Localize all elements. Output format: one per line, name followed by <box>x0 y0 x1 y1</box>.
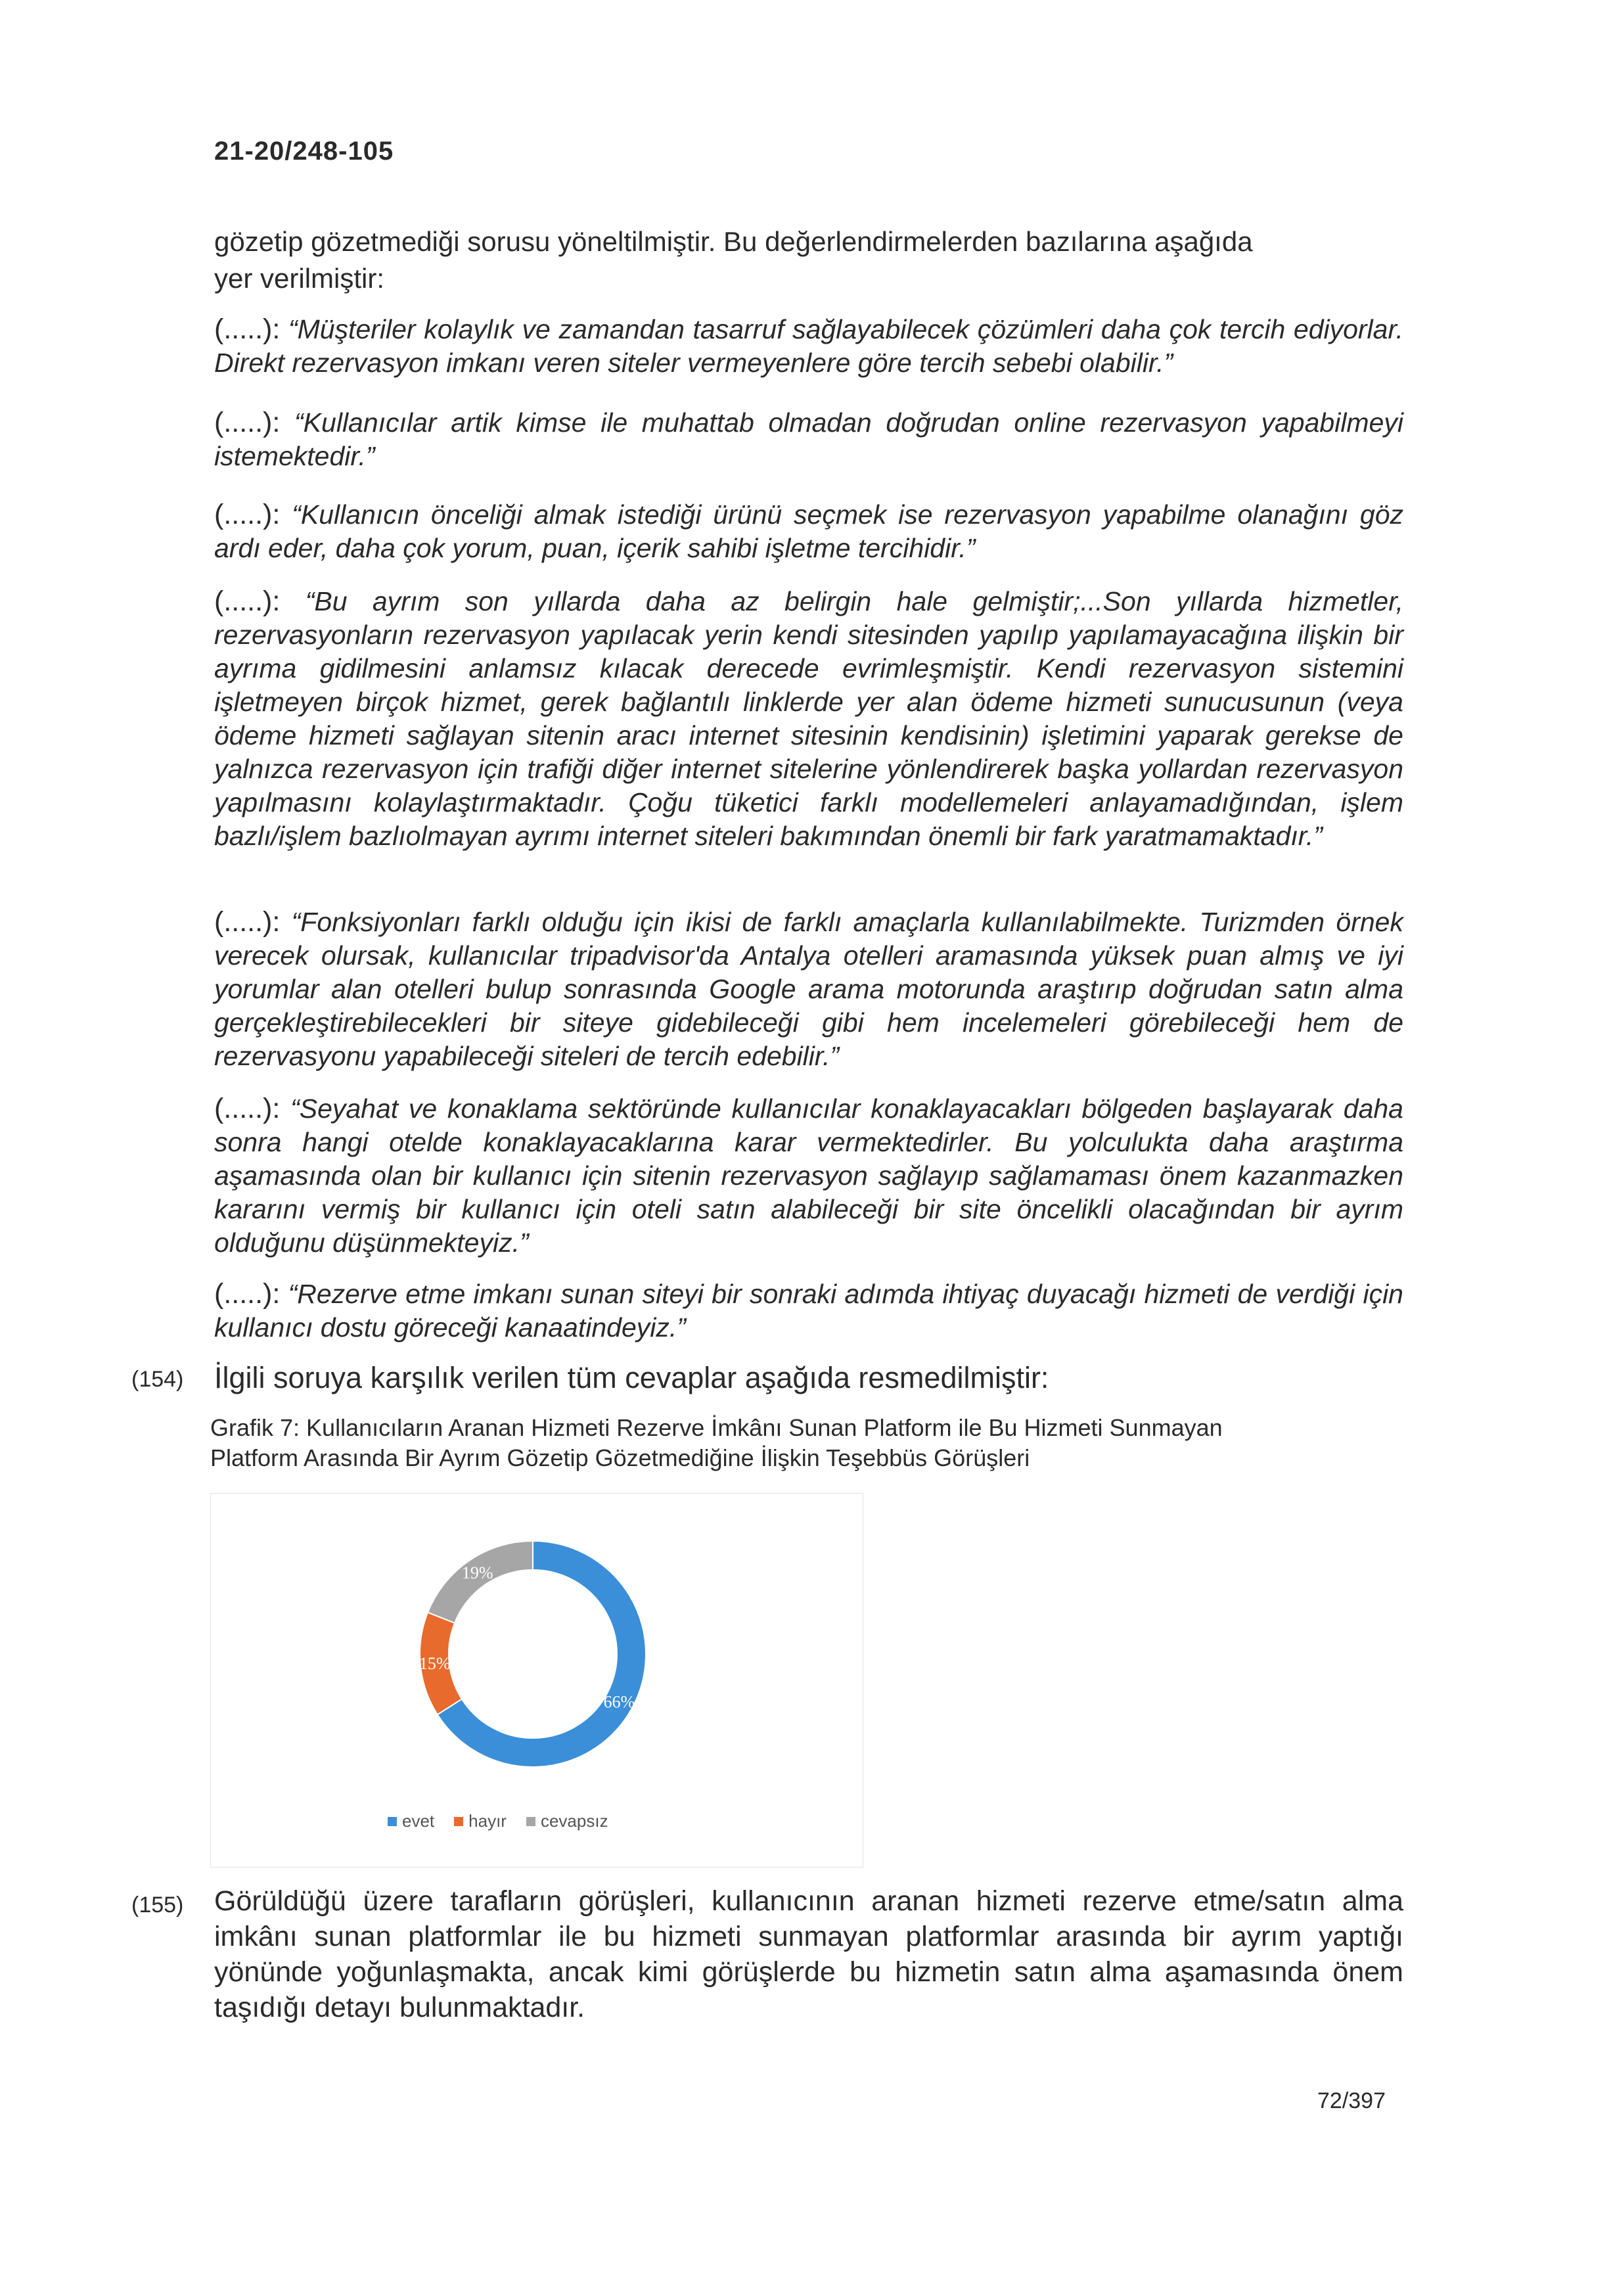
quote-7 <box>214 1277 1403 1344</box>
paragraph-154: İlgili soruya karşılık verilen tüm cevaplar aşağıda resmedilmiştir: <box>214 1361 1049 1394</box>
paragraph-155: Görüldüğü üzere tarafların görüşleri, kullanıcının aranan hizmeti rezerve etme/satın alma imkânı sunan platformlar ile bu hizmeti sunmayan platformlar arasında bir ayrım yaptığı yönünde yoğunlaşmakta, ancak kimi görüşlerde bu hizmetin satın alma aşamasında önem taşıdığı detayı bulunmaktadır. <box>214 1885 1403 2023</box>
quote-tag: (.....): <box>214 585 281 617</box>
quote-6 <box>214 1092 1403 1260</box>
quote-tag: (.....): <box>214 1093 281 1124</box>
paragraph-number-154: (154) <box>131 1367 184 1392</box>
document-number: 21-20/248-105 <box>214 137 394 166</box>
legend-swatch-cevapsiz <box>526 1817 535 1826</box>
legend-item-cevapsiz <box>526 1811 608 1831</box>
chart-legend <box>388 1811 608 1831</box>
quote-3 <box>214 498 1403 565</box>
donut-label-evet: 66% <box>603 1692 635 1712</box>
quote-text: “Müşteriler kolaylık ve zamandan tasarruf sağlayabilecek çözümleri daha çok tercih ediyorlar. Direkt rezervasyon imkanı veren siteler vermeyenlere göre tercih sebebi olabilir.” <box>214 314 1403 378</box>
intro-line-1: gözetip gözetmediği sorusu yöneltilmiştir. Bu değerlendirmelerden bazılarına aşağıda <box>214 226 1253 257</box>
legend-swatch-evet <box>388 1817 397 1826</box>
legend-label: cevapsız <box>540 1811 608 1831</box>
legend-item-evet <box>388 1811 434 1831</box>
paragraph-number-155: (155) <box>131 1893 184 1917</box>
quote-text: “Seyahat ve konaklama sektöründe kullanıcılar konaklayacakları bölgeden başlayarak daha sonra hangi otelde konaklayacaklarına karar vermektedirler. Bu yolculukta daha araştırma aşamasında olan bir kullanıcı için sitenin rezervasyon sağlayıp sağlamaması önem kazanmazken kararını vermiş bir kullanıcı için oteli satın alabileceği bir site öncelikli olacağından bir ayrım olduğunu düşünmekteyiz.” <box>214 1093 1403 1258</box>
quote-text: “Kullanıcılar artik kimse ile muhattab olmadan doğrudan online rezervasyon yapabilmeyi istemektedir.” <box>214 407 1403 471</box>
quote-text: “Fonksiyonları farklı olduğu için ikisi de farklı amaçlarla kullanılabilmekte. Turizmden örnek verecek olursak, kullanıcılar tripadvisor'da Antalya otelleri aramasında yüksek puan almış ve iyi yorumlar alan otelleri bulup sonrasında Google arama motorunda araştırıp doğrudan satın alma gerçekleştirebilecekleri bir siteye gidebileceği gibi hem incelemeleri görebileceği hem de rezervasyonu yapabileceği siteleri de tercih edebilir.” <box>214 907 1403 1071</box>
donut-label-cevapsız: 19% <box>461 1563 493 1582</box>
legend-label: hayır <box>468 1811 507 1831</box>
caption-line-1: Grafik 7: Kullanıcıların Aranan Hizmeti Rezerve İmkânı Sunan Platform ile Bu Hizmeti Sunmayan <box>210 1414 1223 1441</box>
quote-tag: (.....): <box>214 1278 281 1310</box>
legend-swatch-hayir <box>454 1817 463 1826</box>
quote-tag: (.....): <box>214 906 281 938</box>
quote-text: “Bu ayrım son yıllarda daha az belirgin hale gelmiştir;...Son yıllarda hizmetler, rezervasyonların rezervasyon yapılacak yerin kendi sitesinden yapılıp yapılamayacağına ilişkin bir ayrıma gidilmesini anlamsız kılacak derecede evrimleşmiştir. Kendi rezervasyon sistemini işletmeyen birçok hizmet, gerek bağlantılı linklerde yer alan ödeme hizmeti sunucusunun (veya ödeme hizmeti sağlayan sitenin aracı internet sitesinin kendisinin) işletimini yaparak gerekse de yalnızca rezervasyon için trafiği diğer internet sitelerine yönlendirerek başka yollardan rezervasyon yapılmasını kolaylaştırmaktadır. Çoğu tüketici farklı modellemeleri anlayamadığından, işlem bazlı/işlem bazlıolmayan ayrımı internet siteleri bakımından önemli bir fark yaratmamaktadır.” <box>214 586 1403 851</box>
chart-caption <box>210 1413 1399 1473</box>
quote-5 <box>214 906 1403 1073</box>
quote-text: “Rezerve etme imkanı sunan siteyi bir sonraki adımda ihtiyaç duyacağı hizmeti de verdiği için kullanıcı dostu göreceği kanaatindeyiz.” <box>214 1279 1403 1343</box>
caption-line-2: Platform Arasında Bir Ayrım Gözetip Gözetmediğine İlişkin Teşebbüs Görüşleri <box>210 1444 1030 1471</box>
quote-1 <box>214 313 1403 380</box>
page-number: 72/397 <box>1317 2088 1386 2113</box>
quote-tag: (.....): <box>214 499 281 530</box>
quote-tag: (.....): <box>214 407 281 438</box>
quote-2 <box>214 406 1403 473</box>
quote-4 <box>214 585 1403 853</box>
donut-label-hayır: 15% <box>419 1654 451 1674</box>
quote-tag: (.....): <box>214 313 281 345</box>
intro-line-2: yer verilmiştir: <box>214 263 384 294</box>
legend-label: evet <box>402 1811 435 1831</box>
legend-item-hayir <box>454 1811 507 1831</box>
intro-text <box>214 223 1397 297</box>
quote-text: “Kullanıcın önceliği almak istediği ürünü seçmek ise rezervasyon yapabilme olanağını göz ardı eder, daha çok yorum, puan, içerik sahibi işletme tercihidir.” <box>214 499 1403 563</box>
